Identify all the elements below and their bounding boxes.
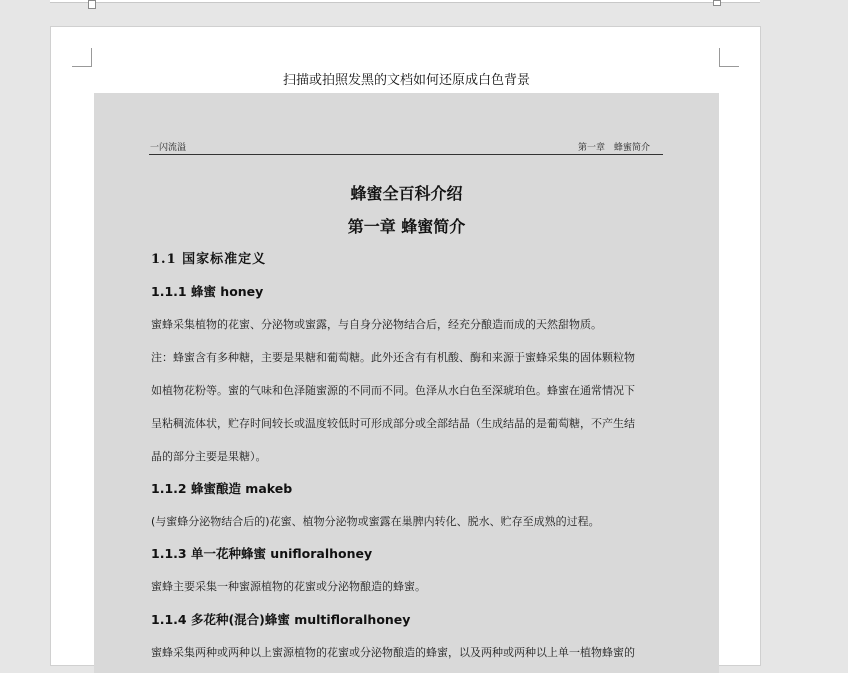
paragraph: (与蜜蜂分泌物结合后的)花蜜、植物分泌物或蜜露在巢脾内转化、脱水、贮存至成熟的过程。 bbox=[151, 515, 600, 528]
paragraph-line: 晶的部分主要是果糖）。 bbox=[151, 450, 267, 463]
subsection-heading: 1.1.1 蜂蜜 honey bbox=[151, 284, 264, 299]
subsection-heading: 1.1.3 单一花种蜂蜜 unifloralhoney bbox=[151, 546, 373, 561]
scan-header-rule bbox=[149, 154, 663, 155]
scan-header-right: 第一章 蜂蜜简介 bbox=[577, 143, 650, 153]
scan-header-left: 一闪流溢 bbox=[150, 143, 187, 153]
paragraph-line: 呈粘稠流体状，贮存时间较长或温度较低时可形成部分或全部结晶（生成结晶的是葡萄糖，不产生结 bbox=[151, 417, 635, 430]
paragraph-line: 注：蜂蜜含有多种糖，主要是果糖和葡萄糖。此外还含有有机酸、酶和来源于蜜蜂采集的固体颗粒物 bbox=[151, 351, 635, 364]
scan-main-title: 蜂蜜全百科介绍 bbox=[350, 184, 463, 203]
paragraph-line: 如植物花粉等。蜜的气味和色泽随蜜源的不同而不同。色泽从水白色至深琥珀色。蜂蜜在通常情况下 bbox=[151, 384, 635, 397]
paragraph: 蜜蜂采集两种或两种以上蜜源植物的花蜜或分泌物酿造的蜂蜜，以及两种或两种以上单一植物蜂蜜的 bbox=[151, 646, 635, 659]
scan-chapter-title: 第一章 蜂蜜简介 bbox=[347, 217, 466, 236]
document-page[interactable] bbox=[50, 26, 761, 666]
document-title[interactable]: 扫描或拍照发黑的文档如何还原成白色背景 bbox=[282, 73, 530, 88]
paragraph: 蜜蜂主要采集一种蜜源植物的花蜜或分泌物酿造的蜂蜜。 bbox=[151, 580, 426, 593]
margin-corner-top-right bbox=[719, 48, 739, 67]
margin-corner-top-left bbox=[72, 48, 92, 67]
paragraph: 蜜蜂采集植物的花蜜、分泌物或蜜露，与自身分泌物结合后，经充分酿造而成的天然甜物质。 bbox=[151, 318, 602, 331]
scanned-image[interactable] bbox=[94, 93, 719, 673]
left-indent-marker[interactable] bbox=[88, 0, 96, 9]
ruler-strip bbox=[50, 0, 760, 3]
section-heading: 1.1 国家标准定义 bbox=[151, 252, 267, 267]
subsection-heading: 1.1.2 蜂蜜酿造 makeb bbox=[151, 481, 293, 496]
subsection-heading: 1.1.4 多花种(混合)蜂蜜 multifloralhoney bbox=[151, 612, 411, 627]
right-indent-marker[interactable] bbox=[713, 0, 721, 6]
